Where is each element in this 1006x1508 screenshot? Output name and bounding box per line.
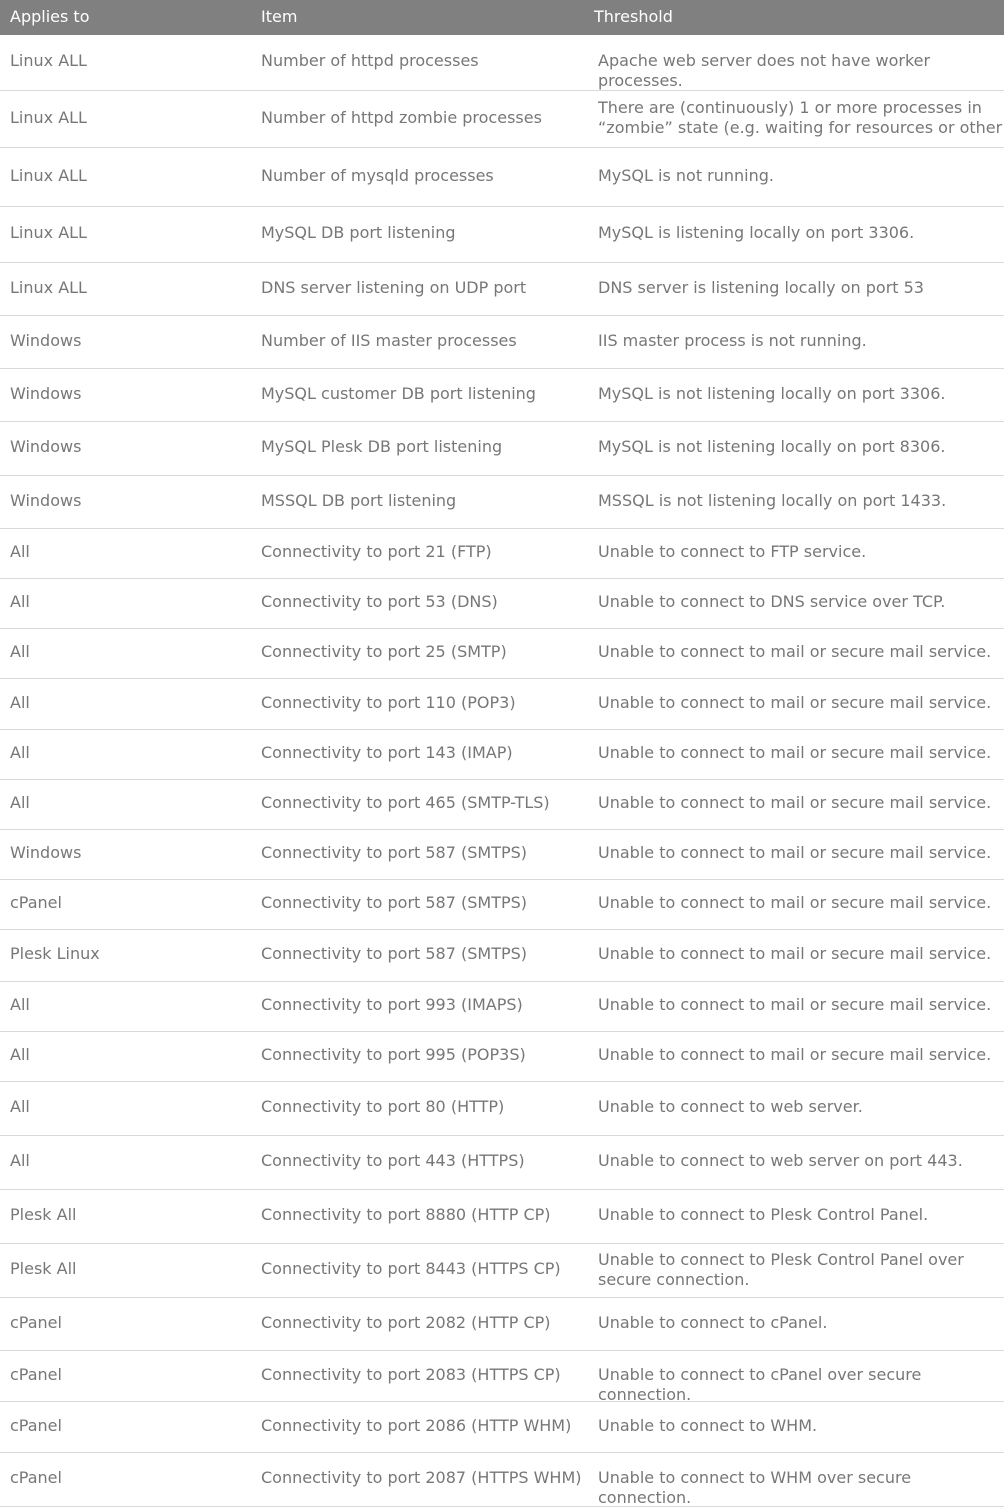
cell-threshold: MySQL is not listening locally on port 3306. [598,384,946,403]
cell-item: DNS server listening on UDP port [261,278,527,297]
table-row [0,780,1004,830]
cell-item: Connectivity to port 143 (IMAP) [261,743,513,762]
table-row [0,148,1004,207]
cell-applies-to: cPanel [10,893,62,912]
cell-threshold: IIS master process is not running. [598,331,867,350]
table-row [0,930,1004,982]
cell-applies-to: Plesk Linux [10,944,100,963]
cell-applies-to: Linux ALL [10,166,87,185]
cell-item: Connectivity to port 25 (SMTP) [261,642,507,661]
cell-threshold: Unable to connect to mail or secure mail service. [598,893,992,912]
cell-applies-to: Linux ALL [10,51,87,70]
cell-applies-to: Linux ALL [10,223,87,242]
cell-item: MySQL DB port listening [261,223,456,242]
table-row [0,1136,1004,1190]
cell-applies-to: Plesk All [10,1205,77,1224]
cell-threshold: DNS server is listening locally on port 53 [598,278,924,297]
cell-applies-to: All [10,995,30,1014]
table-row [0,579,1004,629]
cell-threshold: Unable to connect to WHM. [598,1416,818,1435]
cell-threshold: Unable to connect to mail or secure mail service. [598,843,992,862]
cell-item: Connectivity to port 465 (SMTP-TLS) [261,793,550,812]
table-row [0,369,1004,422]
cell-item: Number of httpd zombie processes [261,108,542,127]
table-row [0,316,1004,369]
cell-item: Connectivity to port 110 (POP3) [261,693,516,712]
cell-applies-to: Linux ALL [10,278,87,297]
cell-item: Connectivity to port 587 (SMTPS) [261,843,528,862]
cell-item: Number of httpd processes [261,51,479,70]
cell-applies-to: All [10,693,30,712]
table-row [0,207,1004,263]
cell-applies-to: cPanel [10,1365,62,1384]
cell-applies-to: All [10,743,30,762]
table-body [0,35,1004,1507]
cell-applies-to: Plesk All [10,1259,77,1278]
cell-threshold: MySQL is not listening locally on port 8306. [598,437,946,456]
table-row [0,422,1004,476]
cell-threshold: Unable to connect to Plesk Control Panel. [598,1205,929,1224]
cell-item: Connectivity to port 587 (SMTPS) [261,944,528,963]
cell-item: MySQL customer DB port listening [261,384,536,403]
cell-item: Connectivity to port 8443 (HTTPS CP) [261,1259,561,1278]
table-row [0,529,1004,579]
cell-item: Connectivity to port 8880 (HTTP CP) [261,1205,551,1224]
cell-item: Connectivity to port 443 (HTTPS) [261,1151,525,1170]
cell-applies-to: cPanel [10,1313,62,1332]
cell-item: MySQL Plesk DB port listening [261,437,503,456]
table-row [0,830,1004,880]
cell-threshold: Unable to connect to mail or secure mail service. [598,693,992,712]
table-row [0,1190,1004,1244]
table-row [0,35,1004,91]
cell-item: Connectivity to port 53 (DNS) [261,592,498,611]
table-row [0,880,1004,930]
cell-item: Connectivity to port 2086 (HTTP WHM) [261,1416,572,1435]
table-row [0,1402,1004,1453]
table-row [0,679,1004,730]
table-row [0,1351,1004,1402]
table-row [0,476,1004,529]
cell-threshold: Unable to connect to web server. [598,1097,863,1116]
cell-applies-to: cPanel [10,1416,62,1435]
cell-item: Connectivity to port 587 (SMTPS) [261,893,528,912]
cell-applies-to: All [10,542,30,561]
cell-item: MSSQL DB port listening [261,491,457,510]
cell-applies-to: All [10,642,30,661]
header-item: Item [261,7,298,26]
cell-threshold: Unable to connect to mail or secure mail service. [598,995,992,1014]
cell-item: Number of IIS master processes [261,331,517,350]
cell-item: Connectivity to port 2083 (HTTPS CP) [261,1365,561,1384]
table-row [0,982,1004,1032]
table-row [0,263,1004,316]
table-row [0,1032,1004,1082]
table-row [0,1453,1004,1507]
cell-applies-to: Windows [10,843,82,862]
cell-threshold: Unable to connect to WHM over secure connection. [598,1468,912,1507]
cell-threshold: MySQL is not running. [598,166,775,185]
table-header [0,0,1004,35]
cell-item: Connectivity to port 21 (FTP) [261,542,492,561]
table-row [0,91,1004,148]
cell-threshold: Unable to connect to web server on port 443. [598,1151,963,1170]
table-row [0,1244,1004,1298]
cell-threshold: MSSQL is not listening locally on port 1433. [598,491,947,510]
cell-threshold: Unable to connect to mail or secure mail service. [598,743,992,762]
cell-applies-to: cPanel [10,1468,62,1487]
cell-item: Number of mysqld processes [261,166,494,185]
header-threshold: Threshold [594,7,673,26]
cell-threshold: Unable to connect to Plesk Control Panel over secure connection. [598,1250,964,1289]
header-applies-to: Applies to [10,7,90,26]
cell-threshold: Unable to connect to cPanel over secure connection. [598,1365,922,1404]
cell-threshold: Unable to connect to mail or secure mail service. [598,944,992,963]
cell-threshold: Unable to connect to cPanel. [598,1313,828,1332]
cell-threshold: Unable to connect to FTP service. [598,542,867,561]
table-row [0,629,1004,679]
cell-item: Connectivity to port 2082 (HTTP CP) [261,1313,551,1332]
cell-applies-to: All [10,592,30,611]
cell-applies-to: All [10,1045,30,1064]
cell-applies-to: Windows [10,437,82,456]
cell-item: Connectivity to port 2087 (HTTPS WHM) [261,1468,582,1487]
cell-item: Connectivity to port 80 (HTTP) [261,1097,505,1116]
cell-threshold: Apache web server does not have worker processes. [598,51,931,90]
cell-applies-to: All [10,793,30,812]
cell-item: Connectivity to port 995 (POP3S) [261,1045,526,1064]
cell-applies-to: Windows [10,384,82,403]
cell-applies-to: All [10,1151,30,1170]
cell-applies-to: Windows [10,331,82,350]
table-row [0,1298,1004,1351]
cell-threshold: Unable to connect to mail or secure mail service. [598,1045,992,1064]
cell-threshold: Unable to connect to mail or secure mail service. [598,793,992,812]
table-row [0,1082,1004,1136]
cell-threshold: Unable to connect to mail or secure mail service. [598,642,992,661]
cell-threshold: MySQL is listening locally on port 3306. [598,223,915,242]
table-row [0,730,1004,780]
cell-applies-to: Linux ALL [10,108,87,127]
cell-applies-to: Windows [10,491,82,510]
cell-threshold: There are (continuously) 1 or more processes in “zombie” state (e.g. waiting for resources or other [598,98,1003,137]
cell-item: Connectivity to port 993 (IMAPS) [261,995,523,1014]
cell-applies-to: All [10,1097,30,1116]
cell-threshold: Unable to connect to DNS service over TCP. [598,592,946,611]
